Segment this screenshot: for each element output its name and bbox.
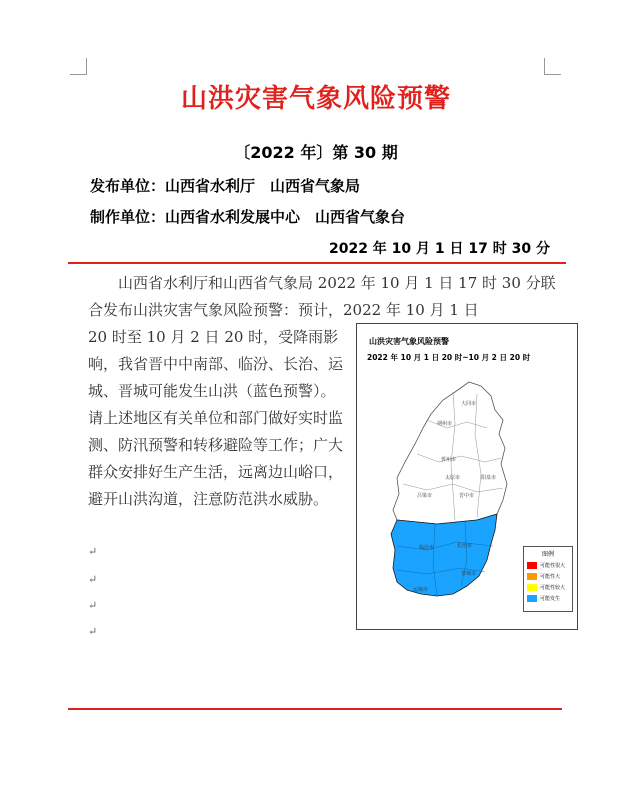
city-label: 忻州市 <box>441 457 457 463</box>
body-paragraph-intro: 山西省水利厅和山西省气象局 2022 年 10 月 1 日 17 时 30 分联合发布山洪灾害气象风险预警：预计，2022 年 10 月 1 日 <box>88 274 556 319</box>
legend-title: 图例 <box>541 551 554 558</box>
legend-swatch <box>527 584 537 591</box>
city-label: 晋中市 <box>459 493 475 499</box>
city-label: 运城市 <box>413 587 429 593</box>
warning-map <box>356 323 578 630</box>
paragraph-mark: ↵ <box>88 599 98 612</box>
city-label: 阳泉市 <box>481 475 497 481</box>
header-rule <box>68 262 566 264</box>
legend-item <box>524 593 572 604</box>
city-label: 朔州市 <box>437 421 453 427</box>
corner-mark-top-left <box>70 58 87 75</box>
legend-label: 可能发生 <box>540 596 561 602</box>
legend-label: 可能性大 <box>540 574 561 580</box>
document-title: 山洪灾害气象风险预警 <box>180 84 451 114</box>
city-label: 太原市 <box>445 475 461 481</box>
issue-number: 〔2022 年〕第 30 期 <box>234 143 398 162</box>
map-title: 山洪灾害气象风险预警 <box>369 337 449 346</box>
paragraph-mark: ↵ <box>88 545 98 558</box>
city-label: 大同市 <box>461 401 477 407</box>
legend-item <box>524 560 572 571</box>
producer-line: 制作单位：山西省水利发展中心 山西省气象台 <box>90 208 406 226</box>
map-legend <box>523 546 573 612</box>
publisher-line: 发布单位：山西省水利厅 山西省气象局 <box>90 177 361 195</box>
map-region-warning <box>391 514 497 596</box>
paragraph-mark: ↵ <box>88 625 98 638</box>
legend-swatch <box>527 562 537 569</box>
city-label: 吕梁市 <box>417 493 433 499</box>
legend-item <box>524 582 572 593</box>
map-region-north <box>393 382 507 524</box>
body-paragraph-main: 20 时至 10 月 2 日 20 时，受降雨影响，我省晋中中南部、临汾、长治、运城、晋城可能发生山洪（蓝色预警）。请上述地区有关单位和部门做好实时监测、防汛预警和转移避险等工作；广大群众安排好生产生活，远离边山峪口，避开山洪沟道，注意防范洪水威胁。 <box>88 328 344 508</box>
legend-swatch <box>527 595 537 602</box>
issue-datetime: 2022 年 10 月 1 日 17 时 30 分 <box>328 241 550 257</box>
legend-label: 可能性较大 <box>540 585 566 591</box>
footer-rule <box>68 708 562 710</box>
legend-swatch <box>527 573 537 580</box>
paragraph-mark: ↵ <box>88 573 98 586</box>
city-label: 晋城市 <box>461 571 477 577</box>
map-subtitle: 2022 年 10 月 1 日 20 时~10 月 2 日 20 时 <box>367 353 531 362</box>
legend-label: 可能性很大 <box>540 563 566 569</box>
corner-mark-top-right <box>544 58 561 75</box>
city-label: 长治市 <box>457 543 473 549</box>
city-label: 临汾市 <box>419 545 435 551</box>
legend-item <box>524 571 572 582</box>
